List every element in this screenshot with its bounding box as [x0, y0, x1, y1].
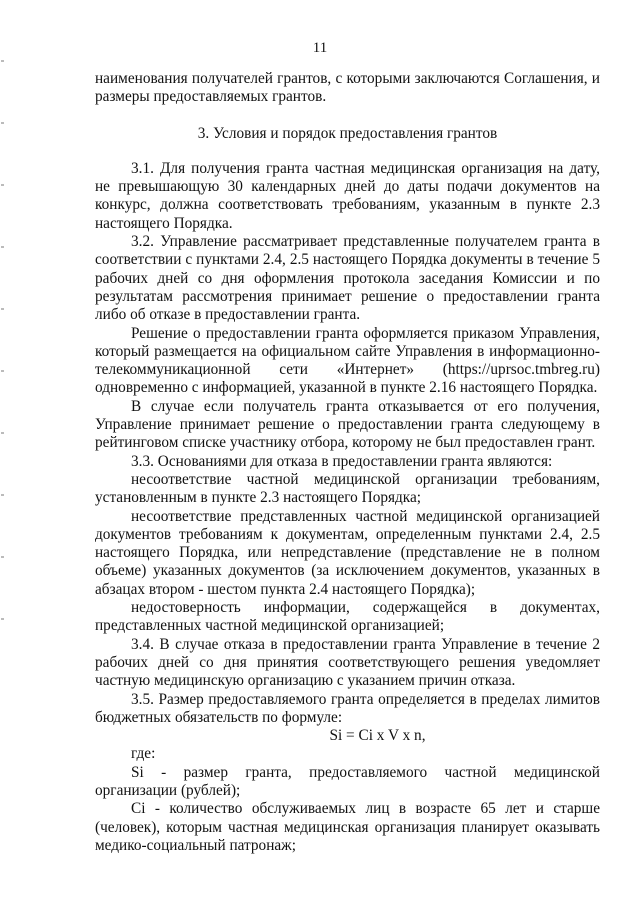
grant-formula: Si = Ci x V x n,	[329, 727, 426, 745]
formula-def-si: Si - размер гранта, предоставляемого частной медицинской организации (рублей);	[95, 763, 600, 799]
formula-where: где:	[131, 745, 156, 763]
paragraph-continuation: наименования получателей грантов, с которыми заключаются Соглашения, и размеры предоставляемых грантов.	[95, 70, 600, 106]
section-heading: 3. Условия и порядок предоставления грантов	[197, 124, 498, 142]
list-item-requirements: несоответствие частной медицинской организации требованиям, установленным в пункте 2.3 настоящего Порядка;	[95, 470, 600, 507]
paragraph-3-5: 3.5. Размер предоставляемого гранта определяется в пределах лимитов бюджетных обязательств по формуле:	[95, 690, 600, 726]
paragraph-3-3: 3.3. Основаниями для отказа в предоставлении гранта являются:	[131, 452, 553, 470]
list-item-documents: несоответствие представленных частной медицинской организацией документов требованиям к документам, определенным пунктами 2.4, 2.5 настоящего Порядка, или непредставление (представление не в полном объеме) указанных документов (за исключением документов, указанных в абзацах втором - шестом пункта 2.4 настоящего Порядка);	[95, 507, 600, 598]
scan-margin-marks	[1, 60, 5, 760]
document-body	[95, 70, 600, 855]
formula-def-ci: Ci - количество обслуживаемых лиц в возрасте 65 лет и старше (человек), которым частная медицинская организация планирует оказывать медико-социальный патронаж;	[95, 800, 600, 854]
paragraph-3-4: 3.4. В случае отказа в предоставлении гранта Управление в течение 2 рабочих дней со дня принятия соответствующего решения уведомляет частную медицинскую организацию с указанием причин отказа.	[95, 635, 600, 690]
paragraph-3-2: 3.2. Управление рассматривает представленные получателем гранта в соответствии с пунктами 2.4, 2.5 настоящего Порядка документы в течение 5 рабочих дней со дня оформления протокола заседания Комиссии и по результатам рассмотрения принимает решение о предоставлении гранта либо об отказе в предоставлении гранта.	[95, 233, 600, 324]
page-number: 11	[312, 40, 328, 56]
list-item-reliability: недостоверность информации, содержащейся в документах, представленных частной медицинской организацией;	[95, 599, 600, 635]
paragraph-decision: Решение о предоставлении гранта оформляется приказом Управления, который размещается на официальном сайте Управления в информационно-телекоммуникационной сети «Интернет» (https://uprsoc.tmbreg.ru) одновременно с информацией, указанной в пункте 2.16 настоящего Порядка.	[95, 324, 600, 397]
paragraph-3-1: 3.1. Для получения гранта частная медицинская организация на дату, не превышающую 30 календарных дней до даты подачи документов на конкурс, должна соответствовать требованиям, указанным в пункте 2.3 настоящего Порядка.	[95, 159, 600, 232]
paragraph-refusal-case: В случае если получатель гранта отказывается от его получения, Управление принимает решение о предоставлении гранта следующему в рейтинговом списке участнику отбора, которому не был предоставлен грант.	[95, 397, 600, 452]
